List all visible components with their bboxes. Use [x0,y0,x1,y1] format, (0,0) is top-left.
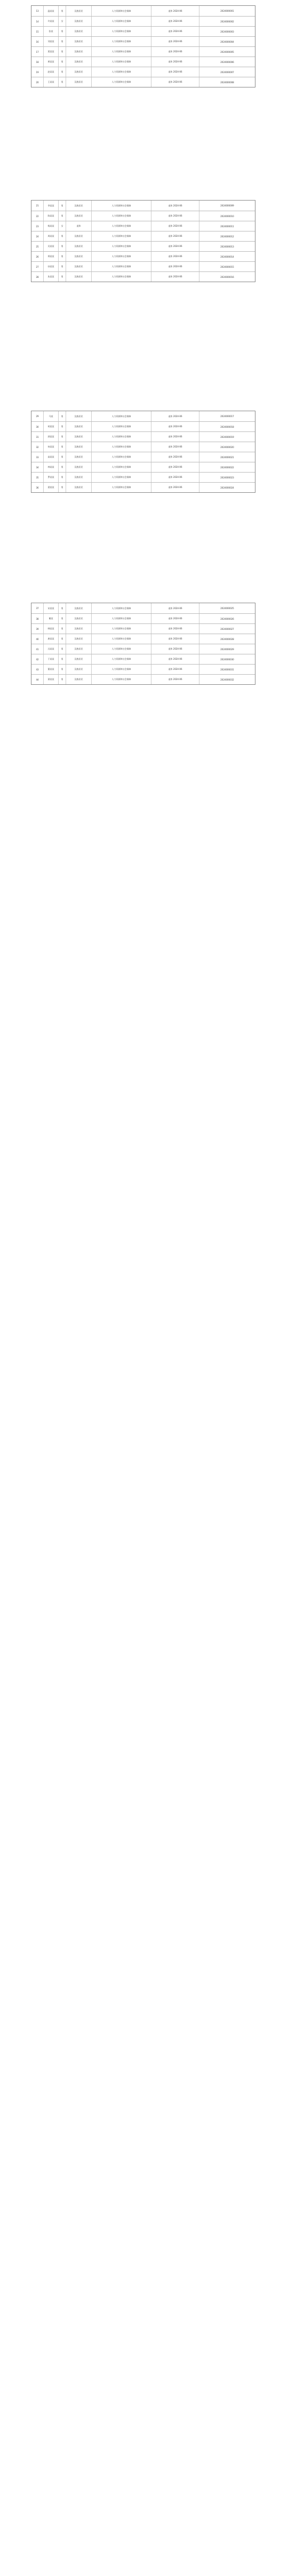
cell-status: 退休 2024-06 [151,77,199,87]
cell-row-number: 13 [36,10,39,12]
cell-row-number: 23 [36,225,39,228]
cell-gender: 男 [58,422,66,431]
cell-category: 汉族居民 [66,262,91,271]
cell-name: 谢某 [43,614,58,623]
table-row [31,442,255,452]
cell-row-number: 18 [36,60,39,63]
cell-row-number: 39 [36,627,39,630]
table-row [31,472,255,482]
cell-gender: 男 [58,634,66,644]
cell-name: 唐某某 [43,634,58,644]
cell-category: 汉族居民 [66,252,91,261]
cell-status: 退休 2024-06 [151,624,199,634]
table-row [31,411,255,421]
cell-department: 人力资源和社会保障 [91,17,151,26]
cell-gender: 男 [58,654,66,664]
cell-id-number: 2024000001 [199,6,255,16]
cell-name: 张某 [43,27,58,36]
cell-status: 退休 2024-06 [151,452,199,462]
cell-department: 人力资源和社会保障 [91,624,151,634]
cell-status: 退休 2024-06 [151,272,199,282]
cell-gender: 男 [58,624,66,634]
cell-row-number: 36 [36,486,39,489]
cell-gender: 男 [58,675,66,684]
cell-status: 退休 2024-06 [151,614,199,623]
cell-row-number: 38 [36,617,39,620]
cell-category: 汉族居民 [66,27,91,36]
cell-gender: 男 [58,57,66,67]
cell-category: 退休 [66,221,91,231]
table-row [31,67,255,77]
table-row [31,211,255,221]
table-row [31,431,255,442]
cell-name: 韩某某 [43,624,58,634]
cell-id-number: 2024000002 [199,17,255,26]
cell-row-number: 33 [36,455,39,459]
cell-row-number: 29 [36,415,39,418]
cell-status: 退休 2024-06 [151,57,199,67]
table-row [31,201,255,211]
cell-row-number: 27 [36,265,39,268]
cell-department: 人力资源和社会保障 [91,67,151,77]
cell-category: 汉族居民 [66,422,91,431]
table-row [31,26,255,36]
cell-row-number: 28 [36,275,39,278]
cell-id-number: 2024000003 [199,27,255,36]
cell-id-number: 2024000012 [199,231,255,241]
cell-row-number: 21 [36,204,39,207]
cell-department: 人力资源和社会保障 [91,211,151,221]
cell-gender: 男 [58,252,66,261]
cell-gender: 男 [58,452,66,462]
cell-gender: 男 [58,411,66,421]
cell-category: 汉族居民 [66,231,91,241]
cell-name: 陈某某 [43,211,58,221]
cell-name: 罗某某 [43,473,58,482]
cell-name: 林某某 [43,462,58,472]
cell-category: 汉族居民 [66,483,91,492]
cell-name: 周某某 [43,231,58,241]
cell-status: 退休 2024-06 [151,67,199,77]
cell-status: 退休 2024-06 [151,262,199,271]
cell-name: 赵某某 [43,67,58,77]
cell-id-number: 2024000029 [199,644,255,654]
cell-gender: 男 [58,242,66,251]
cell-name: 杨某某 [43,221,58,231]
cell-status: 退休 2024-06 [151,242,199,251]
cell-id-number: 2024000019 [199,432,255,442]
cell-status: 退休 2024-06 [151,675,199,684]
cell-department: 人力资源和社会保障 [91,252,151,261]
cell-status: 退休 2024-06 [151,432,199,442]
cell-name: 萧某某 [43,675,58,684]
cell-category: 汉族居民 [66,442,91,452]
cell-id-number: 2024000014 [199,252,255,261]
table-row [31,634,255,644]
cell-id-number: 2024000023 [199,473,255,482]
cell-gender: 男 [58,211,66,221]
table-row [31,77,255,87]
cell-name: 郑某某 [43,252,58,261]
cell-row-number: 24 [36,235,39,238]
cell-department: 人力资源和社会保障 [91,272,151,282]
cell-row-number: 20 [36,81,39,84]
table-row [31,462,255,472]
cell-category: 汉族居民 [66,242,91,251]
cell-category: 汉族居民 [66,17,91,26]
cell-status: 退休 2024-06 [151,634,199,644]
cell-name: 许某某 [43,17,58,26]
cell-status: 退休 2024-06 [151,17,199,26]
record-table [31,603,255,685]
cell-name: 高某某 [43,452,58,462]
cell-row-number: 37 [36,607,39,610]
cell-id-number: 2024000005 [199,47,255,57]
cell-gender: 男 [58,77,66,87]
table-row [31,674,255,684]
cell-gender: 男 [58,47,66,57]
cell-name: 温某某 [43,6,58,16]
cell-gender: 女 [58,221,66,231]
cell-id-number: 2024000013 [199,242,255,251]
cell-gender: 女 [58,17,66,26]
cell-department: 人力资源和社会保障 [91,644,151,654]
cell-id-number: 2024000021 [199,452,255,462]
cell-status: 退休 2024-06 [151,252,199,261]
cell-department: 人力资源和社会保障 [91,603,151,613]
cell-id-number: 2024000030 [199,654,255,664]
table-row [31,271,255,282]
cell-department: 人力资源和社会保障 [91,614,151,623]
cell-category: 汉族居民 [66,665,91,674]
table-row [31,231,255,241]
cell-department: 人力资源和社会保障 [91,675,151,684]
cell-status: 退休 2024-06 [151,37,199,46]
cell-row-number: 19 [36,70,39,74]
cell-category: 汉族居民 [66,411,91,421]
cell-row-number: 43 [36,668,39,671]
cell-department: 人力资源和社会保障 [91,242,151,251]
cell-department: 人力资源和社会保障 [91,6,151,16]
cell-name: 宋某某 [43,603,58,613]
cell-department: 人力资源和社会保障 [91,422,151,431]
cell-category: 汉族居民 [66,614,91,623]
cell-id-number: 2024000004 [199,37,255,46]
cell-row-number: 22 [36,214,39,218]
cell-status: 退休 2024-06 [151,6,199,16]
cell-department: 人力资源和社会保障 [91,77,151,87]
cell-category: 汉族居民 [66,37,91,46]
cell-id-number: 2024000008 [199,77,255,87]
table-row [31,57,255,67]
cell-gender: 男 [58,67,66,77]
cell-status: 退休 2024-06 [151,211,199,221]
cell-department: 人力资源和社会保障 [91,462,151,472]
cell-category: 汉族居民 [66,272,91,282]
cell-gender: 男 [58,262,66,271]
table-row [31,654,255,664]
cell-row-number: 42 [36,658,39,661]
cell-row-number: 40 [36,637,39,641]
cell-id-number: 2024000016 [199,272,255,282]
cell-id-number: 2024000024 [199,483,255,492]
cell-row-number: 16 [36,40,39,43]
cell-category: 汉族居民 [66,432,91,442]
cell-category: 汉族居民 [66,57,91,67]
cell-row-number: 31 [36,435,39,438]
cell-gender: 男 [58,603,66,613]
table-row [31,644,255,654]
cell-name: 黄某某 [43,57,58,67]
cell-row-number: 26 [36,255,39,258]
cell-status: 退休 2024-06 [151,221,199,231]
cell-department: 人力资源和社会保障 [91,654,151,664]
cell-row-number: 15 [36,30,39,33]
table-row [31,613,255,623]
cell-name: 马某 [43,411,58,421]
cell-category: 汉族居民 [66,452,91,462]
cell-row-number: 34 [36,466,39,469]
cell-status: 退休 2024-06 [151,442,199,452]
cell-category: 汉族居民 [66,654,91,664]
cell-gender: 男 [58,6,66,16]
cell-name: 胡某某 [43,422,58,431]
cell-department: 人力资源和社会保障 [91,47,151,57]
cell-name: 梁某某 [43,483,58,492]
cell-category: 汉族居民 [66,644,91,654]
cell-status: 退休 2024-06 [151,665,199,674]
cell-gender: 男 [58,462,66,472]
cell-category: 汉族居民 [66,67,91,77]
cell-id-number: 2024000022 [199,462,255,472]
cell-id-number: 2024000009 [199,201,255,211]
cell-department: 人力资源和社会保障 [91,411,151,421]
cell-gender: 男 [58,473,66,482]
cell-id-number: 2024000032 [199,675,255,684]
cell-status: 退休 2024-06 [151,411,199,421]
cell-id-number: 2024000026 [199,614,255,623]
cell-row-number: 14 [36,20,39,23]
cell-gender: 男 [58,231,66,241]
cell-gender: 男 [58,27,66,36]
cell-id-number: 2024000020 [199,442,255,452]
table-row [31,16,255,26]
cell-department: 人力资源和社会保障 [91,27,151,36]
cell-id-number: 2024000010 [199,211,255,221]
table-row [31,603,255,613]
cell-id-number: 2024000031 [199,665,255,674]
table-row [31,36,255,46]
cell-row-number: 32 [36,445,39,449]
cell-category: 汉族居民 [66,201,91,211]
cell-gender: 男 [58,483,66,492]
table-row [31,421,255,431]
table-row [31,452,255,462]
cell-status: 退休 2024-06 [151,644,199,654]
cell-gender: 男 [58,37,66,46]
cell-name: 郭某某 [43,432,58,442]
cell-row-number: 35 [36,476,39,479]
record-table [31,411,255,493]
table-row [31,261,255,271]
cell-id-number: 2024000028 [199,634,255,644]
cell-name: 刘某某 [43,37,58,46]
record-table [31,5,255,87]
cell-status: 退休 2024-06 [151,473,199,482]
cell-category: 汉族居民 [66,47,91,57]
cell-department: 人力资源和社会保障 [91,37,151,46]
cell-row-number: 41 [36,647,39,651]
cell-gender: 男 [58,442,66,452]
table-row [31,241,255,251]
cell-row-number: 30 [36,425,39,428]
cell-department: 人力资源和社会保障 [91,452,151,462]
cell-department: 人力资源和社会保障 [91,442,151,452]
cell-gender: 男 [58,665,66,674]
cell-department: 人力资源和社会保障 [91,231,151,241]
cell-name: 贾某某 [43,47,58,57]
cell-category: 汉族居民 [66,624,91,634]
cell-department: 人力资源和社会保障 [91,221,151,231]
cell-name: 王某某 [43,77,58,87]
cell-name: 李某某 [43,201,58,211]
cell-status: 退休 2024-06 [151,47,199,57]
table-row [31,221,255,231]
table-row [31,6,255,16]
cell-status: 退休 2024-06 [151,201,199,211]
cell-status: 退休 2024-06 [151,483,199,492]
cell-row-number: 17 [36,50,39,53]
cell-id-number: 2024000018 [199,422,255,431]
cell-gender: 男 [58,432,66,442]
cell-gender: 男 [58,272,66,282]
cell-category: 汉族居民 [66,603,91,613]
cell-id-number: 2024000025 [199,603,255,613]
cell-name: 冯某某 [43,644,58,654]
cell-department: 人力资源和社会保障 [91,473,151,482]
cell-status: 退休 2024-06 [151,603,199,613]
cell-gender: 男 [58,614,66,623]
cell-department: 人力资源和社会保障 [91,665,151,674]
cell-category: 汉族居民 [66,211,91,221]
cell-id-number: 2024000007 [199,67,255,77]
cell-status: 退休 2024-06 [151,654,199,664]
cell-name: 孙某某 [43,262,58,271]
cell-department: 人力资源和社会保障 [91,483,151,492]
cell-gender: 男 [58,644,66,654]
cell-name: 何某某 [43,442,58,452]
cell-name: 董某某 [43,665,58,674]
cell-id-number: 2024000006 [199,57,255,67]
cell-status: 退休 2024-06 [151,462,199,472]
cell-category: 汉族居民 [66,6,91,16]
cell-department: 人力资源和社会保障 [91,634,151,644]
cell-category: 汉族居民 [66,634,91,644]
table-row [31,46,255,57]
cell-name: 朱某某 [43,272,58,282]
cell-category: 汉族居民 [66,675,91,684]
cell-id-number: 2024000027 [199,624,255,634]
cell-department: 人力资源和社会保障 [91,201,151,211]
cell-category: 汉族居民 [66,473,91,482]
cell-status: 退休 2024-06 [151,422,199,431]
table-row [31,482,255,492]
table-row [31,251,255,261]
table-row [31,664,255,674]
cell-status: 退休 2024-06 [151,231,199,241]
cell-id-number: 2024000015 [199,262,255,271]
cell-status: 退休 2024-06 [151,27,199,36]
cell-category: 汉族居民 [66,77,91,87]
cell-id-number: 2024000011 [199,221,255,231]
cell-row-number: 44 [36,678,39,681]
cell-name: 于某某 [43,654,58,664]
cell-department: 人力资源和社会保障 [91,262,151,271]
cell-name: 吴某某 [43,242,58,251]
cell-gender: 男 [58,201,66,211]
record-table [31,200,255,282]
table-row [31,623,255,634]
cell-department: 人力资源和社会保障 [91,57,151,67]
cell-department: 人力资源和社会保障 [91,432,151,442]
cell-row-number: 25 [36,245,39,248]
cell-id-number: 2024000017 [199,411,255,421]
cell-category: 汉族居民 [66,462,91,472]
